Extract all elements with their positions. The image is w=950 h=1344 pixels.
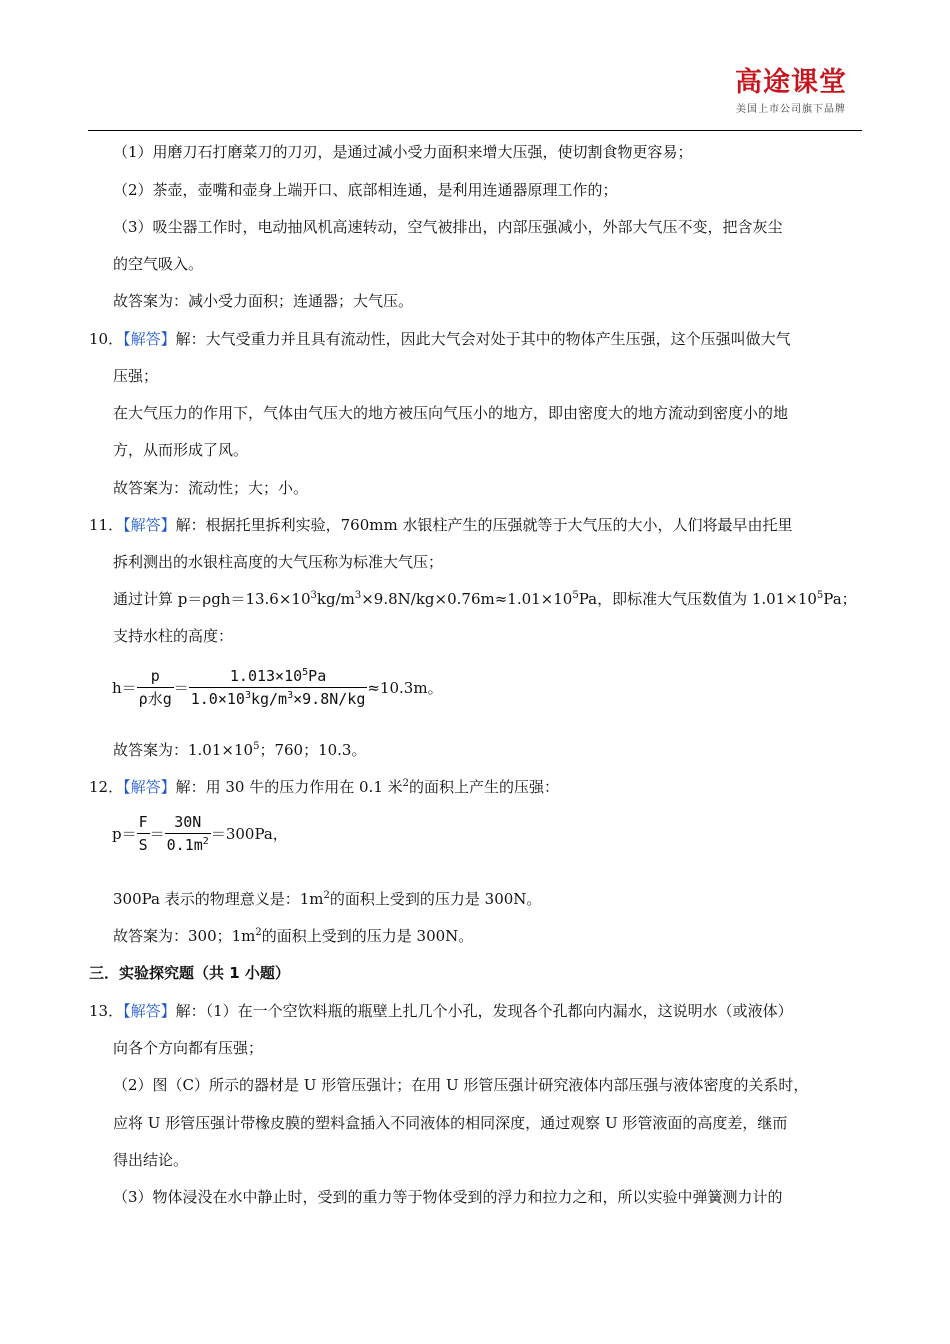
q12-fraction1 xyxy=(137,813,150,854)
q11-fraction2-numerator xyxy=(189,667,368,688)
q11-calc-sup3: 5 xyxy=(572,590,579,601)
brand-logo xyxy=(735,68,847,115)
q12-meaning-sup: 2 xyxy=(323,890,330,901)
q11-calc-d: Pa，即标准大气压数值为 1.01×10 xyxy=(578,590,817,608)
q13-line3: （2）图（C）所示的器材是 U 形管压强计；在用 U 形管压强计研究液体内部压强与液体密度的关系时， xyxy=(113,1076,809,1094)
logo-subtitle: 美国上市公司旗下品牌 xyxy=(736,104,846,115)
q13-line6: （3）物体浸没在水中静止时，受到的重力等于物体受到的浮力和拉力之和，所以实验中弹簧测力计的 xyxy=(113,1188,783,1206)
q12-line1 xyxy=(89,777,559,797)
q12-formula-equals: ＝ xyxy=(149,825,165,843)
q13-line5: 得出结论。 xyxy=(113,1151,189,1169)
q13-line4: 应将 U 形管压强计带橡皮膜的塑料盒插入不同液体的相同深度，通过观察 U 形管液面的高度差，继而 xyxy=(113,1114,788,1132)
q9-answer: 故答案为：减小受力面积；连通器；大气压。 xyxy=(113,292,414,310)
q11-f2-num-sup: 5 xyxy=(302,667,309,678)
q13-line1 xyxy=(89,1001,793,1021)
q12-number: 12． xyxy=(89,778,124,796)
q10-answer: 故答案为：流动性；大；小。 xyxy=(113,479,309,497)
q13-text1: 解：（1）在一个空饮料瓶的瓶壁上扎几个小孔，发现各个孔都向内漏水，这说明水（或液体） xyxy=(175,1002,793,1020)
q11-calc-e: Pa； xyxy=(823,590,857,608)
q11-calc-sup2: 3 xyxy=(354,590,362,601)
q11-answer-b: ；760；10.3。 xyxy=(259,741,367,759)
q12-fraction1-denominator: S xyxy=(138,836,148,854)
q12-meaning-a: 300Pa 表示的物理意义是：1m xyxy=(113,890,324,908)
q12-formula xyxy=(112,813,288,854)
q12-answer-b: 的面积上受到的压力是 300N。 xyxy=(261,927,474,945)
q11-formula-lhs: h＝ xyxy=(112,679,137,697)
q9-part3-line1: （3）吸尘器工作时，电动抽风机高速转动，空气被排出，内部压强减小，外部大气压不变，把含灰尘 xyxy=(113,218,783,236)
q12-fraction2-denominator xyxy=(165,834,211,854)
q11-fraction2 xyxy=(189,667,368,708)
q11-fraction1 xyxy=(137,667,174,708)
q11-f2-num-a: 1.013×10 xyxy=(229,667,303,685)
q12-text1-sup: 2 xyxy=(402,778,409,789)
q12-answer-sup: 2 xyxy=(255,927,262,938)
q12-f2-den-sup: 2 xyxy=(202,836,209,847)
q10-line4: 方，从而形成了风。 xyxy=(113,441,249,459)
q12-fraction2-numerator: 30N xyxy=(165,813,211,834)
q11-f2-num-b: Pa xyxy=(308,667,327,685)
q12-answer xyxy=(113,926,473,946)
q11-calc-c: ×9.8N/kg×0.76m≈1.01×10 xyxy=(361,590,573,608)
q10-text1: 解：大气受重力并且具有流动性，因此大气会对处于其中的物体产生压强，这个压强叫做大气 xyxy=(175,330,791,348)
q11-answer-sup: 5 xyxy=(253,741,260,752)
q13-line2: 向各个方向都有压强； xyxy=(113,1039,264,1057)
q12-formula-result: ＝300Pa， xyxy=(210,825,288,843)
q10-line3: 在大气压力的作用下，气体由气压大的地方被压向气压小的地方，即由密度大的地方流动到密度小的地 xyxy=(113,404,789,422)
q11-calc-sup4: 5 xyxy=(816,590,824,601)
q13-number: 13． xyxy=(89,1002,124,1020)
q11-calc-sup1: 3 xyxy=(310,590,317,601)
q12-fraction2 xyxy=(165,813,211,854)
q12-text1-b: 的面积上产生的压强： xyxy=(409,778,560,796)
q11-answer-a: 故答案为：1.01×10 xyxy=(113,741,254,759)
q11-calc-a: 通过计算 p＝ρgh＝13.6×10 xyxy=(113,590,311,608)
q11-f2-den-c: ×9.8N/kg xyxy=(293,690,366,708)
q11-text1: 解：根据托里拆利实验，760mm 水银柱产生的压强就等于大气压的大小，人们将最早由托里 xyxy=(175,516,793,534)
q11-calculation xyxy=(113,589,857,609)
q11-answer-tag: 【解答】 xyxy=(123,516,176,534)
q11-f2-den-a: 1.0×10 xyxy=(190,690,245,708)
q10-line2: 压强； xyxy=(113,367,159,385)
q12-answer-tag: 【解答】 xyxy=(123,778,176,796)
q11-f2-den-sup2: 3 xyxy=(287,690,294,701)
q11-formula-equals: ＝ xyxy=(173,679,189,697)
q13-answer-tag: 【解答】 xyxy=(123,1002,176,1020)
logo-title: 高途课堂 xyxy=(735,67,847,98)
q12-f2-den-a: 0.1m xyxy=(166,836,203,854)
q11-line2: 拆利测出的水银柱高度的大气压称为标准大气压； xyxy=(113,553,444,571)
q11-calc-b: kg/m xyxy=(316,590,355,608)
q10-number: 10． xyxy=(89,330,124,348)
q11-answer xyxy=(113,740,366,760)
q11-formula xyxy=(112,667,443,708)
q11-formula-result: ≈10.3m。 xyxy=(367,679,443,697)
q9-part1: （1）用磨刀石打磨菜刀的刀刃，是通过减小受力面积来增大压强，使切割食物更容易； xyxy=(113,143,693,161)
q9-part2: （2）茶壶，壶嘴和壶身上端开口、底部相连通，是利用连通器原理工作的； xyxy=(113,181,618,199)
q11-number: 11． xyxy=(89,516,124,534)
q12-text1-a: 解：用 30 牛的压力作用在 0.1 米 xyxy=(175,778,403,796)
q10-answer-tag: 【解答】 xyxy=(123,330,176,348)
q11-f2-den-sup1: 3 xyxy=(244,690,251,701)
q10-line1 xyxy=(89,329,791,349)
q12-fraction1-numerator: F xyxy=(137,813,150,834)
q12-formula-lhs: p＝ xyxy=(112,825,137,843)
q11-line1 xyxy=(89,515,792,535)
q12-meaning xyxy=(113,889,541,909)
q11-fraction1-numerator: p xyxy=(137,667,174,688)
q11-f2-den-b: kg/m xyxy=(250,690,288,708)
q11-line4: 支持水柱的高度： xyxy=(113,627,234,645)
q9-part3-line2: 的空气吸入。 xyxy=(113,255,204,273)
section-heading: 三．实验探究题（共 1 小题） xyxy=(89,964,290,982)
q12-meaning-b: 的面积上受到的压力是 300N。 xyxy=(329,890,542,908)
q12-answer-a: 故答案为：300；1m xyxy=(113,927,256,945)
q11-fraction1-denominator: ρ水g xyxy=(138,690,172,708)
q11-fraction2-denominator xyxy=(189,688,368,708)
header-divider xyxy=(88,130,862,131)
